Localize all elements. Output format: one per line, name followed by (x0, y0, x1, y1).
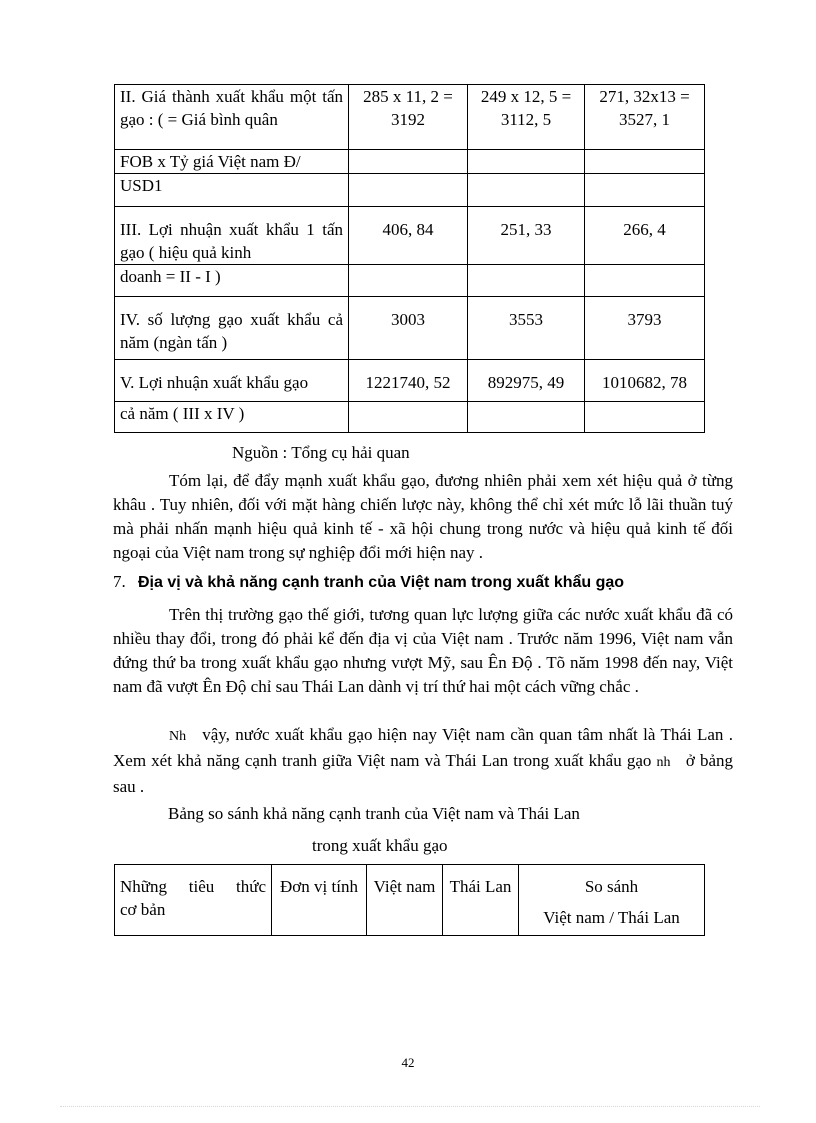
header-text: So sánh (584, 877, 639, 896)
table-cell-value (585, 402, 705, 433)
paragraph-competition (113, 723, 733, 799)
table-cell-value: 266, 4 (585, 207, 705, 265)
table-row (115, 360, 705, 402)
table-row (115, 174, 705, 207)
header-text: Việt nam / Thái Lan (543, 908, 680, 927)
table-cell-label: doanh = II - I ) (115, 265, 349, 297)
table-cell-value (349, 174, 468, 207)
table-cell-value: 3793 (585, 297, 705, 360)
table-row (115, 265, 705, 297)
section-heading (113, 570, 753, 595)
table-cell-value (349, 402, 468, 433)
table-cell-value: 1221740, 52 (349, 360, 468, 402)
header-text: cơ bản (120, 900, 166, 919)
header-basic-criteria (115, 865, 272, 936)
table-cell-value: 249 x 12, 5 = 3112, 5 (468, 85, 585, 150)
table-cell-value (349, 265, 468, 297)
table-cell-label: IV. số lượng gạo xuất khẩu cả năm (ngàn tấn ) (115, 297, 349, 360)
paragraph-text: vậy, nước xuất khẩu gạo hiện nay Việt nam cần quan tâm nhất là Thái Lan . Xem xét khả năng cạnh tranh giữa Việt nam và Thái Lan trong xuất khẩu gạo (113, 725, 734, 770)
table-cell-value (349, 150, 468, 174)
table-cell-value: 271, 32x13 = 3527, 1 (585, 85, 705, 150)
header-unit: Đơn vị tính (272, 865, 367, 936)
table-cell-value (468, 402, 585, 433)
footer-divider (60, 1106, 760, 1107)
fragment-nh: nh (656, 755, 671, 770)
table-title-line2: trong xuất khẩu gạo (312, 836, 448, 855)
header-vietnam: Việt nam (367, 865, 443, 936)
table-cell-label: USD1 (115, 174, 349, 207)
fragment-nh: Nh (169, 729, 187, 744)
table-cell-value (468, 150, 585, 174)
table-cell-value: 1010682, 78 (585, 360, 705, 402)
table-row (115, 85, 705, 150)
header-text: Những tiêu thức (120, 877, 266, 896)
table-row (115, 207, 705, 265)
table-cell-value: 3003 (349, 297, 468, 360)
header-thailand: Thái Lan (443, 865, 519, 936)
table-cell-value: 406, 84 (349, 207, 468, 265)
table-cell-label: V. Lợi nhuận xuất khẩu gạo (115, 360, 349, 402)
table-cell-value: 892975, 49 (468, 360, 585, 402)
profit-table (114, 84, 705, 433)
table-cell-value (585, 174, 705, 207)
source-note: Nguồn : Tổng cụ hải quan (232, 443, 410, 462)
table-cell-value: 251, 33 (468, 207, 585, 265)
table-cell-label: cả năm ( III x IV ) (115, 402, 349, 433)
paragraph-market: Trên thị trường gạo thế giới, tương quan lực lượng giữa các nước xuất khẩu đã có nhiều thay đổi, trong đó phải kể đến địa vị của Việt nam . Trước năm 1996, Việt nam vẫn đứng thứ ba trong xuất khẩu gạo nhưng vượt Mỹ, sau Ên Độ . Tõ năm 1998 đến nay, Việt nam đã vượt Ên Độ chỉ sau Thái Lan dành vị trí thứ hai một cách vững chắc . (113, 605, 733, 696)
section-title: Địa vị và khả năng cạnh tranh của Việt nam trong xuất khẩu gạo (138, 574, 625, 591)
table-row (115, 402, 705, 433)
table-cell-value (468, 174, 585, 207)
comparison-table (114, 864, 705, 936)
table-row (115, 297, 705, 360)
paragraph-text: ở bảng sau . (113, 751, 734, 796)
table-cell-value: 285 x 11, 2 = 3192 (349, 85, 468, 150)
section-number: 7. (113, 572, 126, 591)
page-number: 42 (401, 1055, 415, 1070)
table-cell-label: III. Lợi nhuận xuất khẩu 1 tấn gạo ( hiệu quả kinh (115, 207, 349, 265)
table-title-line1: Bảng so sánh khả năng cạnh tranh của Việt nam và Thái Lan (168, 804, 580, 823)
table-cell-value: 3553 (468, 297, 585, 360)
paragraph-summary: Tóm lại, để đẩy mạnh xuất khẩu gạo, đương nhiên phải xem xét hiệu quả ở từng khâu . Tuy nhiên, đối với mặt hàng chiến lược này, không thể chỉ xét mức lỗ lãi thuần tuý mà phải nhấn mạnh hiệu quả kinh tế - xã hội chung trong nước và hiệu quả kinh tế đối ngoại của Việt nam trong sự nghiệp đổi mới hiện nay . (113, 471, 733, 562)
table-cell-value (468, 265, 585, 297)
table-cell-label: II. Giá thành xuất khẩu một tấn gạo : ( = Giá bình quân (115, 85, 349, 150)
table-cell-label: FOB x Tỷ giá Việt nam Đ/ (115, 150, 349, 174)
table-header-row (115, 865, 705, 936)
header-comparison (519, 865, 705, 936)
table-row (115, 150, 705, 174)
table-cell-value (585, 150, 705, 174)
table-cell-value (585, 265, 705, 297)
